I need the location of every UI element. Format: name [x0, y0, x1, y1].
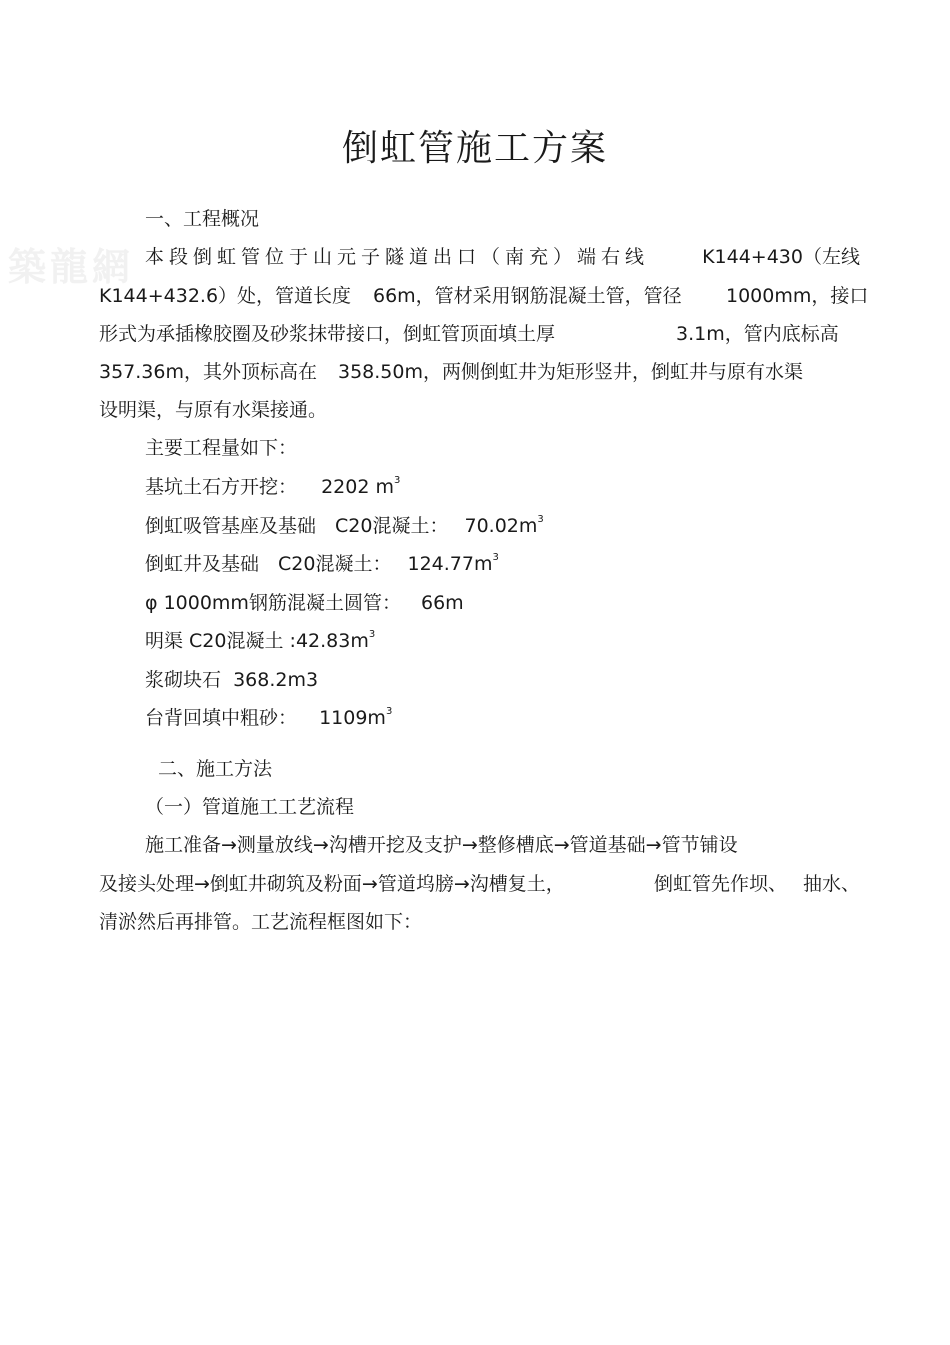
- flow-line-3: [99, 907, 422, 934]
- para-line-3: [99, 319, 555, 346]
- para-line-2-mid: [373, 281, 682, 308]
- quantity-item: [145, 703, 392, 730]
- quantity-value: 1109m: [319, 707, 386, 729]
- quantity-label: 浆砌块石: [145, 669, 222, 691]
- quantity-unit-sup: 3: [393, 475, 401, 486]
- quantity-label: 倒虹井及基础 C20混凝土：: [145, 553, 392, 575]
- flow-line-1: [145, 830, 738, 857]
- quantity-item: [145, 665, 318, 692]
- quantity-item: [145, 626, 375, 653]
- quantity-item: [145, 511, 544, 538]
- para-line-3-b: 3.1m，管内底标高: [676, 323, 839, 345]
- flow-line-2-a: 及接头处理→倒虹井砌筑及粉面→管道坞膀→沟槽复土，: [99, 873, 565, 895]
- flow-line-2-mid: [654, 869, 787, 896]
- quantities-intro: 主要工程量如下：: [145, 437, 298, 459]
- para-line-4-b: 358.50m，两侧倒虹井为矩形竖井，倒虹井与原有水渠: [338, 361, 803, 383]
- para-line-2-c: 1000mm，接口: [726, 285, 869, 307]
- quantity-label: φ 1000mm钢筋混凝土圆管：: [145, 592, 401, 614]
- para-line-2: [99, 281, 351, 308]
- para-line-2-end: [726, 281, 868, 308]
- quantity-item: [145, 588, 464, 615]
- para-line-4-a: 357.36m，其外顶标高在: [99, 361, 317, 383]
- quantity-value: 42.83m: [295, 630, 369, 652]
- page-title: 倒虹管施工方案: [341, 128, 608, 169]
- quantity-value: 2202 m: [321, 476, 394, 498]
- para-line-5-a: 设明渠，与原有水渠接通。: [99, 399, 328, 421]
- flow-line-2-b: 倒虹管先作坝、: [654, 873, 788, 895]
- section-heading-1: 一、工程概况: [145, 208, 260, 230]
- quantity-item: [145, 472, 400, 499]
- quantity-label: 明渠 C20混凝土 :: [145, 630, 296, 652]
- para-line-5: [99, 395, 327, 422]
- quantity-unit-sup: 3: [492, 552, 499, 563]
- para-line-3-end: [676, 319, 839, 346]
- watermark: 築龍網: [8, 244, 135, 289]
- flow-line-2-end: [803, 869, 860, 896]
- para-line-1: [145, 242, 860, 269]
- quantity-value: 124.77m: [407, 553, 493, 575]
- quantity-item: [145, 549, 499, 576]
- para-line-4: [99, 357, 317, 384]
- subsection-heading: （一）管道施工工艺流程: [145, 796, 355, 818]
- flow-line-3-text: 清淤然后再排管。工艺流程框图如下：: [99, 911, 423, 933]
- quantity-value: 368.2m3: [233, 669, 319, 691]
- quantity-value: 70.02m: [464, 515, 538, 537]
- quantity-label: 台背回填中粗砂：: [145, 707, 298, 729]
- quantity-unit-sup: 3: [385, 706, 393, 717]
- para-line-2-a: K144+432.6）处，管道长度: [99, 285, 352, 307]
- section-heading-2: 二、施工方法: [158, 758, 273, 780]
- para-line-4-end: [338, 357, 803, 384]
- para-line-1-b: K144+430（左线: [702, 246, 860, 268]
- para-line-2-b: 66m，管材采用钢筋混凝土管，管径: [373, 285, 682, 307]
- para-line-3-a: 形式为承插橡胶圈及砂浆抹带接口，倒虹管顶面填土厚: [99, 323, 556, 345]
- quantity-label: 倒虹吸管基座及基础 C20混凝土：: [145, 515, 449, 537]
- flow-line-2: [99, 869, 565, 896]
- quantity-label: 基坑土石方开挖：: [145, 476, 298, 498]
- para-line-1-a: 本段倒虹管位于山元子隧道出口（南充）端右线: [145, 246, 650, 268]
- flow-line-1-text: 施工准备→测量放线→沟槽开挖及支护→整修槽底→管道基础→管节铺设: [145, 834, 738, 856]
- quantity-value: 66m: [421, 592, 464, 614]
- flow-line-2-c: 抽水、: [803, 873, 861, 895]
- quantity-unit-sup: 3: [368, 629, 376, 640]
- quantity-unit-sup: 3: [537, 514, 544, 525]
